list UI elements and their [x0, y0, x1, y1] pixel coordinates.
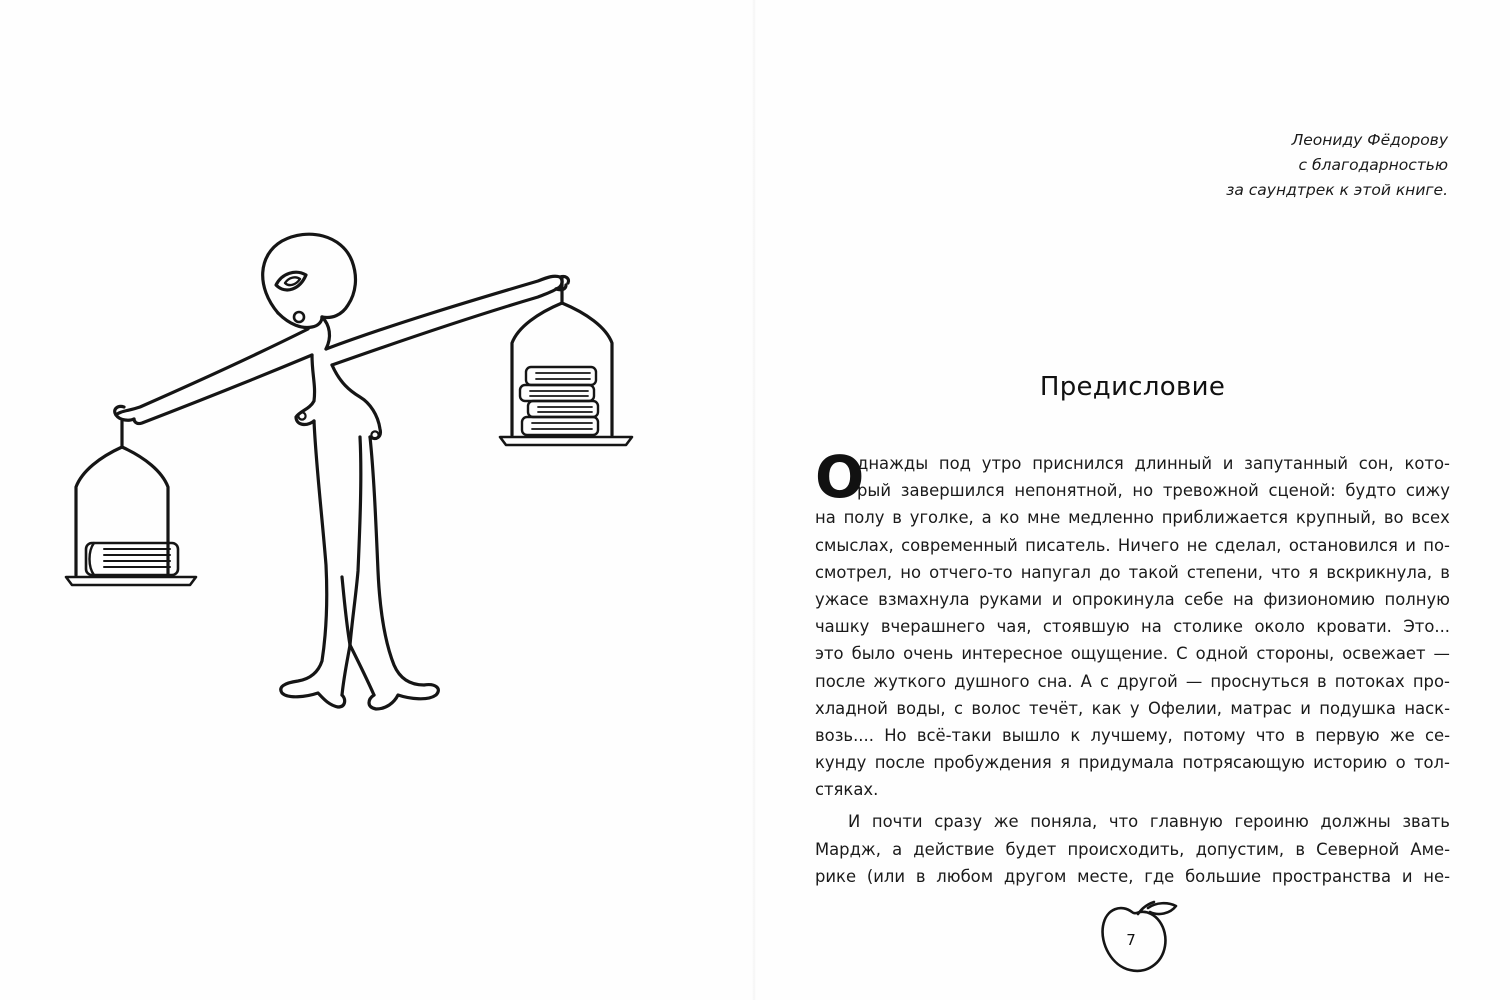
text-line: смыслах, современный писатель. Ничего не сделал, остановился и по-	[815, 535, 1450, 555]
text-line: И почти сразу же поняла, что главную героиню должны звать	[848, 812, 1450, 832]
page-number: 7	[1126, 931, 1136, 949]
dedication-line: за саундтрек к этой книге.	[1226, 181, 1448, 199]
text-line: хладной воды, с волос течёт, как у Офелии, матрас и подушка наск-	[815, 698, 1450, 718]
text-line: кунду после пробуждения я придумала потрясающую историю о тол-	[815, 753, 1450, 773]
text-line: днажды под утро приснился длинный и запутанный сон, кото-	[857, 454, 1450, 473]
dedication-line: с благодарностью	[1298, 156, 1448, 174]
text-line: после жуткого душного сна. А с другой — проснуться в потоках про-	[815, 671, 1450, 691]
alien-with-scales-of-books-icon	[60, 225, 650, 725]
text-line: Мардж, а действие будет происходить, допустим, в Северной Аме-	[815, 839, 1450, 859]
page-footer	[1098, 898, 1182, 978]
drop-cap: О	[815, 443, 865, 511]
body-text	[815, 443, 1450, 890]
chapter-title: Предисловие	[1039, 372, 1226, 402]
dedication-line: Леониду Фёдорову	[1291, 131, 1448, 149]
text-line: чашку вчерашнего чая, стоявшую на столике около кровати. Это...	[815, 617, 1450, 637]
dedication	[1028, 128, 1448, 203]
page-gutter	[752, 0, 756, 1000]
text-line: на полу в уголке, а ко мне медленно приближается крупный, во всех	[815, 508, 1450, 528]
text-line: смотрел, но отчего-то напугал до такой степени, что я вскрикнула, в	[815, 562, 1450, 582]
text-line: это было очень интересное ощущение. С одной стороны, освежает —	[815, 644, 1450, 664]
text-line: рый завершился непонятной, но тревожной сценой: будто сижу	[857, 481, 1450, 501]
text-line: ужасе взмахнула руками и опрокинула себе на физиономию полную	[815, 589, 1450, 609]
text-line: возь.... Но всё-таки вышло к лучшему, потому что в первую же се-	[815, 725, 1450, 745]
text-line: стяках.	[815, 780, 879, 800]
text-line: рике (или в любом другом месте, где большие пространства и не-	[815, 866, 1450, 886]
